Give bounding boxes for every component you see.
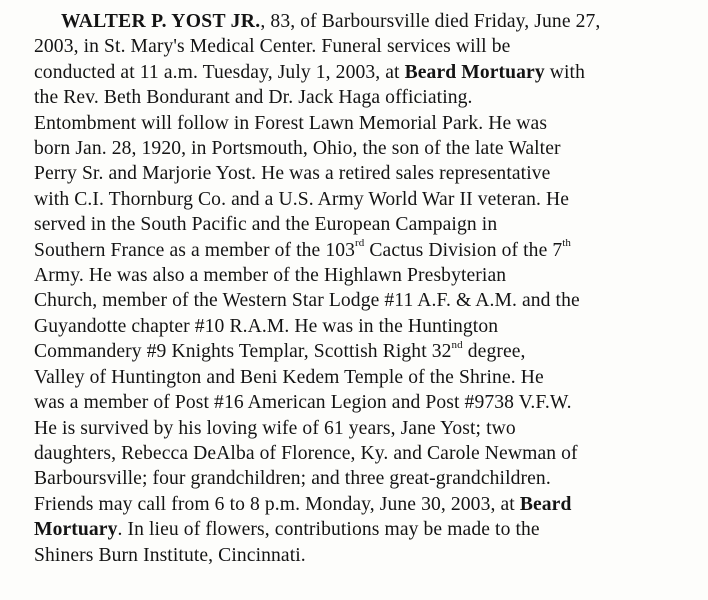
obituary-line-text: Barboursville; four grandchildren; and three great-grandchildren. — [34, 468, 551, 490]
obituary-line-text: Perry Sr. and Marjorie Yost. He was a retired sales representative — [34, 163, 551, 185]
obituary-line-15 — [34, 365, 698, 390]
obituary-line-2 — [34, 34, 698, 59]
obituary-line-22 — [34, 543, 698, 568]
obituary-line-text: was a member of Post #16 American Legion and Post #9738 V.F.W. — [34, 392, 572, 414]
obituary-line-text: Entombment will follow in Forest Lawn Memorial Park. He was — [34, 112, 548, 134]
obituary-line-18 — [34, 441, 698, 466]
obituary-line-text: Cactus Division of the 7 — [364, 239, 563, 261]
obituary-line-7 — [34, 161, 698, 186]
obituary-line-text: . In lieu of flowers, contributions may be made to the — [117, 519, 540, 541]
obituary-line-text: 2003, in St. Mary's Medical Center. Funeral services will be — [34, 36, 511, 58]
obituary-line-6 — [34, 136, 698, 161]
obituary-line-text: conducted at 11 a.m. Tuesday, July 1, 2003, at — [34, 61, 405, 83]
funeral-home-name: Beard Mortuary — [404, 61, 545, 83]
obituary-line-text: born Jan. 28, 1920, in Portsmouth, Ohio, the son of the late Walter — [34, 138, 561, 160]
obituary-line-text: Valley of Huntington and Beni Kedem Temple of the Shrine. He — [34, 366, 544, 388]
obituary-line-text: with — [544, 61, 585, 83]
obituary-line-16 — [34, 390, 698, 415]
obituary-line-11 — [34, 263, 698, 288]
obituary-line-13 — [34, 314, 698, 339]
funeral-home-name: Mortuary — [34, 519, 118, 541]
ordinal-suffix: nd — [451, 338, 463, 351]
obituary-line-text: Shiners Burn Institute, Cincinnati. — [34, 544, 306, 566]
obituary-line-text: Friends may call from 6 to 8 p.m. Monday, June 30, 2003, at — [34, 493, 520, 515]
obituary-line-21 — [34, 517, 698, 542]
obituary-line-text: Commandery #9 Knights Templar, Scottish Right 32 — [34, 341, 452, 363]
obituary-line-text: served in the South Pacific and the European Campaign in — [34, 214, 498, 236]
funeral-home-name: Beard — [519, 493, 572, 515]
obituary-line-text: daughters, Rebecca DeAlba of Florence, Ky. and Carole Newman of — [34, 442, 578, 464]
obituary-line-4 — [34, 85, 698, 110]
obituary-line-17 — [34, 416, 698, 441]
ordinal-suffix: rd — [355, 237, 365, 250]
obituary-line-14 — [34, 339, 698, 364]
obituary-line-text: Army. He was also a member of the Highlawn Presbyterian — [34, 265, 507, 287]
obituary-line-10 — [34, 238, 698, 263]
obituary-line-text: , 83, of Barboursville died Friday, June 27, — [260, 11, 601, 32]
obituary-line-text: Guyandotte chapter #10 R.A.M. He was in the Huntington — [34, 315, 499, 337]
obituary-line-8 — [34, 187, 698, 212]
obituary-line-text: the Rev. Beth Bondurant and Dr. Jack Haga officiating. — [34, 87, 473, 109]
ordinal-suffix: th — [562, 237, 572, 250]
obituary-line-12 — [34, 288, 698, 313]
obituary-line-19 — [34, 466, 698, 491]
obituary-line-text: He is survived by his loving wife of 61 years, Jane Yost; two — [34, 417, 516, 439]
obituary-line-5 — [34, 111, 698, 136]
obituary-text — [34, 9, 698, 568]
obituary-line-1 — [34, 9, 698, 34]
obituary-line-9 — [34, 212, 698, 237]
obituary-line-3 — [34, 60, 698, 85]
obituary-line-20 — [34, 492, 698, 517]
obituary-line-text: degree, — [462, 341, 526, 363]
obituary-line-text: Southern France as a member of the 103 — [34, 239, 356, 261]
obituary-line-text: with C.I. Thornburg Co. and a U.S. Army World War II veteran. He — [34, 188, 570, 210]
obituary-line-text: Church, member of the Western Star Lodge #11 A.F. & A.M. and the — [34, 290, 580, 312]
decedent-name: WALTER P. YOST JR. — [61, 11, 261, 32]
